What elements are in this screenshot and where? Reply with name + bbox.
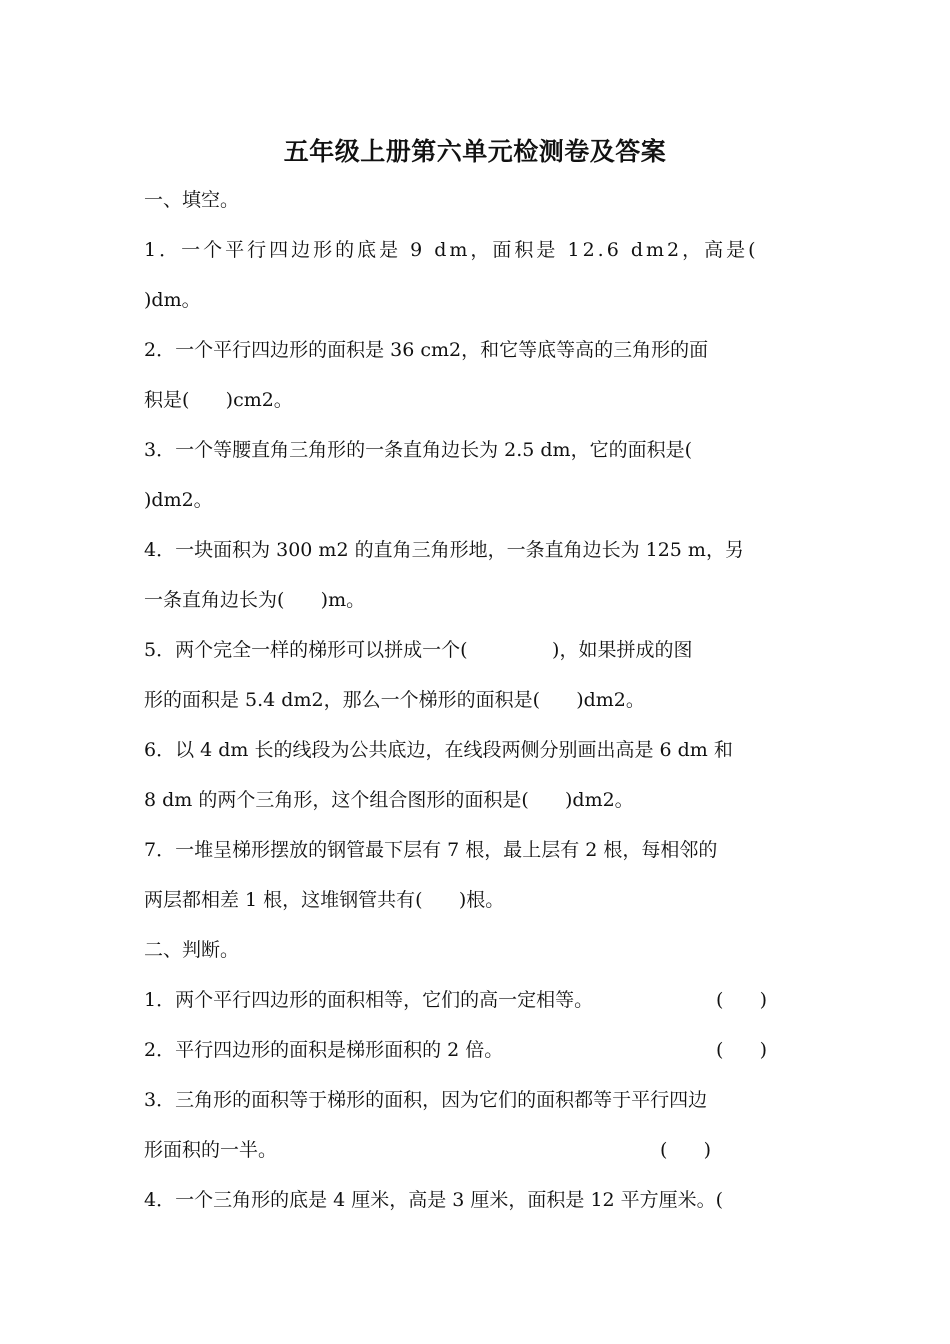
section-heading-fill-in: 一、填空。 bbox=[144, 189, 240, 211]
fill-question-5-line-1: 5．两个完全一样的梯形可以拼成一个( )，如果拼成的图 bbox=[144, 639, 693, 661]
fill-question-7-line-2: 两层都相差 1 根，这堆钢管共有( )根。 bbox=[144, 889, 505, 911]
fill-question-2-line-2: 积是( )cm2。 bbox=[144, 389, 293, 411]
fill-question-3-line-2: )dm2。 bbox=[144, 489, 213, 511]
fill-question-5-line-2: 形的面积是 5.4 dm2，那么一个梯形的面积是( )dm2。 bbox=[144, 689, 645, 711]
fill-question-4-line-1: 4．一块面积为 300 m2 的直角三角形地，一条直角边长为 125 m，另 bbox=[144, 539, 744, 561]
judge-question-1: 1．两个平行四边形的面积相等，它们的高一定相等。 bbox=[144, 989, 594, 1011]
judge-answer-bracket-2: ( ) bbox=[716, 1039, 768, 1061]
fill-question-6-line-2: 8 dm 的两个三角形，这个组合图形的面积是( )dm2。 bbox=[144, 789, 634, 811]
judge-question-3-line-1: 3．三角形的面积等于梯形的面积，因为它们的面积都等于平行四边 bbox=[144, 1089, 708, 1111]
judge-answer-bracket-1: ( ) bbox=[716, 989, 768, 1011]
fill-question-7-line-1: 7．一堆呈梯形摆放的钢管最下层有 7 根，最上层有 2 根，每相邻的 bbox=[144, 839, 718, 861]
fill-question-6-line-1: 6．以 4 dm 长的线段为公共底边，在线段两侧分别画出高是 6 dm 和 bbox=[144, 739, 733, 761]
fill-question-3-line-1: 3．一个等腰直角三角形的一条直角边长为 2.5 dm，它的面积是( bbox=[144, 439, 692, 461]
fill-question-1-line-1: 1．一个平行四边形的底是 9 dm，面积是 12.6 dm2，高是( bbox=[144, 239, 759, 261]
fill-question-2-line-1: 2．一个平行四边形的面积是 36 cm2，和它等底等高的三角形的面 bbox=[144, 339, 709, 361]
judge-answer-bracket-3: ( ) bbox=[660, 1139, 712, 1161]
judge-question-4-line-1: 4．一个三角形的底是 4 厘米，高是 3 厘米，面积是 12 平方厘米。( bbox=[144, 1189, 724, 1211]
judge-question-2: 2．平行四边形的面积是梯形面积的 2 倍。 bbox=[144, 1039, 504, 1061]
document-title: 五年级上册第六单元检测卷及答案 bbox=[283, 137, 667, 166]
section-heading-true-false: 二、判断。 bbox=[144, 939, 240, 961]
judge-question-3-line-2: 形面积的一半。 bbox=[144, 1139, 278, 1161]
fill-question-1-line-2: )dm。 bbox=[144, 289, 201, 311]
fill-question-4-line-2: 一条直角边长为( )m。 bbox=[144, 589, 366, 611]
